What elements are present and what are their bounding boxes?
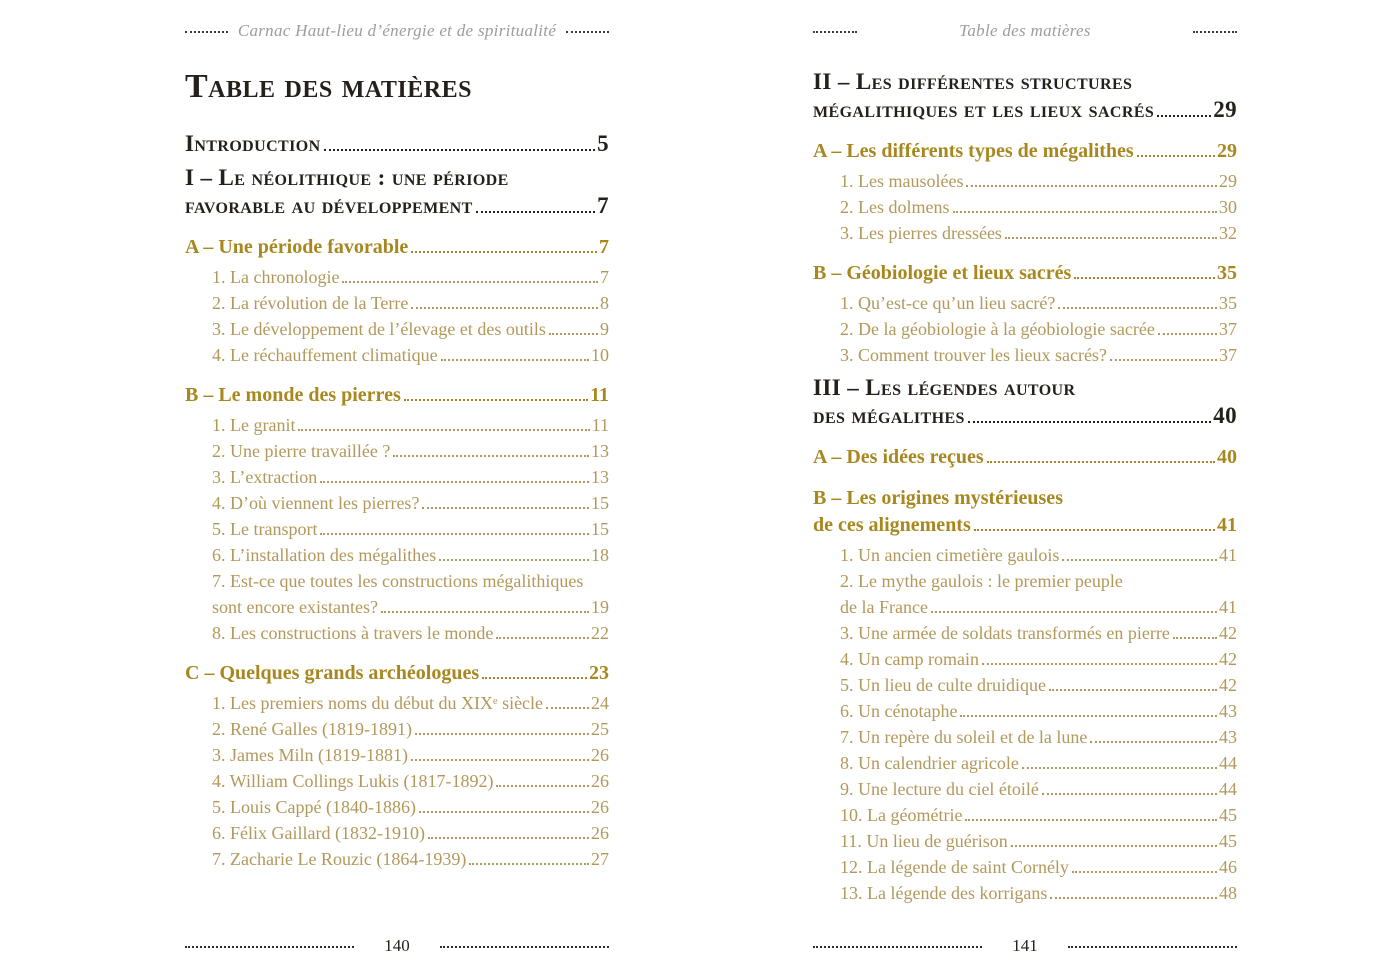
toc-entry [813,568,1237,620]
footer-ornament-dots-icon [1068,946,1237,948]
toc-entry [185,490,609,516]
toc-entry-page: 13 [591,467,609,487]
toc-entry-page: 26 [591,797,609,817]
dot-leader [381,611,589,613]
toc-entry-page: 43 [1219,701,1237,721]
toc-entry-page: 42 [1219,623,1237,643]
toc-entry-label: 1. Un ancien cimetière gaulois [840,545,1060,565]
dot-leader [968,421,1211,423]
toc-entry [185,620,609,646]
toc-entry-label: 5. Louis Cappé (1840-1886) [212,797,416,817]
toc-entry-label: 4. D’où viennent les pierres? [212,493,420,513]
toc-entry-line [212,594,609,620]
toc-entry [185,768,609,794]
toc-entry-label: 11. Un lieu de guérison [840,831,1008,851]
toc-entry-label: de ces alignements [813,514,971,536]
dot-leader [1137,155,1215,157]
toc-entry-label: 6. Félix Gaillard (1832-1910) [212,823,425,843]
toc-entry-label: 2. De la géobiologie à la géobiologie sacrée [840,319,1155,339]
toc-entry-page: 7 [597,193,609,218]
toc-entry-label: 7. Un repère du soleil et de la lune [840,727,1088,747]
toc-entry-line [813,260,1237,287]
page-header [185,20,609,42]
page-footer [185,936,609,956]
toc-entry [813,802,1237,828]
toc-entry-line [212,464,609,490]
toc-entry [185,716,609,742]
toc-entry-page: 40 [1213,403,1237,428]
toc-entry-line [212,264,609,290]
toc-entry [185,438,609,464]
toc-entry [813,828,1237,854]
toc-entry-label: 1. Les premiers noms du début du XIXᵉ siècle [212,693,544,713]
toc-entry-line [212,490,609,516]
toc-entry-page: 9 [600,319,609,339]
toc-entry-label: mégalithiques et les lieux sacrés [813,97,1155,122]
toc-entry-line [840,802,1237,828]
toc-entry-line [840,880,1237,906]
toc-entry-line [212,290,609,316]
dot-leader [482,677,587,679]
toc-entry-page: 29 [1213,97,1237,122]
toc-entry-line [212,794,609,820]
toc-entry [185,316,609,342]
toc-entry [813,698,1237,724]
toc-entry-line [840,828,1237,854]
toc-entry-page: 7 [599,236,609,258]
toc-entry-line [212,316,609,342]
dot-leader [982,663,1217,665]
toc-entry-label: B – Le monde des pierres [185,384,401,406]
toc-entry-page: 35 [1219,293,1237,313]
toc-entry-line [212,742,609,768]
toc-entry-label: de la France [840,597,928,617]
toc-entry-label: 7. Est-ce que toutes les constructions mégalithiques [212,571,584,591]
toc-entry-page: 26 [591,771,609,791]
toc-entry [813,854,1237,880]
toc-entry [185,382,609,409]
header-ornament-dots-icon [566,31,609,33]
toc-entry-line [813,444,1237,471]
dot-leader [987,461,1215,463]
toc-entry-label: 6. Un cénotaphe [840,701,958,721]
toc-entry-label: A – Une période favorable [185,236,409,258]
dot-leader [298,429,589,431]
footer-ornament-dots-icon [440,946,609,948]
toc-entry-line [212,768,609,794]
dot-leader [549,333,598,335]
toc-entry-page: 13 [591,441,609,461]
toc-entry-line [212,716,609,742]
toc-entry [813,444,1237,471]
dot-leader [320,533,589,535]
toc-entries [185,130,609,872]
dot-leader [1072,871,1217,873]
toc-entry-label: 2. Le mythe gaulois : le premier peuple [840,571,1123,591]
toc-entry-label: A – Les différents types de mégalithes [813,140,1134,162]
toc-entry-line [840,168,1237,194]
toc-entry [813,880,1237,906]
dot-leader [966,185,1217,187]
toc-entry [813,316,1237,342]
toc-entry-page: 19 [591,597,609,617]
dot-leader [1074,277,1215,279]
toc-entry-page: 23 [589,662,609,684]
toc-entry [185,542,609,568]
toc-entry-label: III – Les légendes autour [813,375,1076,400]
toc-entry [813,620,1237,646]
page-left [185,0,609,980]
toc-entry-label: 2. Les dolmens [840,197,950,217]
toc-entry-page: 27 [591,849,609,869]
toc-entry-line [840,542,1237,568]
toc-entry-page: 40 [1217,446,1237,468]
toc-entry-line [185,192,609,220]
toc-entry [813,194,1237,220]
dot-leader [422,507,589,509]
toc-entry [813,776,1237,802]
toc-entry-line [813,485,1237,512]
toc-entry [185,846,609,872]
toc-entry-page: 22 [591,623,609,643]
dot-leader [1062,559,1217,561]
toc-entry [185,234,609,261]
toc-entry-label: I – Le néolithique : une période [185,165,509,190]
footer-ornament-dots-icon [185,946,354,948]
toc-entry [813,290,1237,316]
header-ornament-dots-icon [185,31,228,33]
toc-entry [813,646,1237,672]
toc-entry-line [813,138,1237,165]
toc-entry-page: 25 [591,719,609,739]
toc-entry [185,290,609,316]
page-header [813,20,1237,42]
dot-leader [439,559,589,561]
toc-entry-line [813,374,1237,402]
toc-entry [813,750,1237,776]
dot-leader [342,281,598,283]
dot-leader [974,529,1215,531]
toc-entry-page: 26 [591,745,609,765]
toc-entry-line [212,690,609,716]
dot-leader [1050,897,1217,899]
toc-entry-label: B – Les origines mystérieuses [813,487,1063,509]
toc-entry-label: 4. Un camp romain [840,649,979,669]
toc-entry [813,342,1237,368]
header-ornament-dots-icon [813,31,857,33]
toc-entry-page: 26 [591,823,609,843]
toc-entry-line [212,342,609,368]
toc-entry-page: 41 [1217,514,1237,536]
page-number: 141 [1012,936,1038,955]
toc-entry-line [840,594,1237,620]
dot-leader [469,863,589,865]
dot-leader [931,611,1217,613]
toc-entry-label: 9. Une lecture du ciel étoilé [840,779,1039,799]
toc-entry-label: C – Quelques grands archéologues [185,662,480,684]
toc-entry-label: 8. Les constructions à travers le monde [212,623,494,643]
toc-entry-label: 5. Le transport [212,519,318,539]
toc-entry [185,568,609,620]
toc-entry [185,690,609,716]
toc-entry-page: 42 [1219,675,1237,695]
toc-entry [185,130,609,158]
toc-entry-line [840,316,1237,342]
header-ornament-dots-icon [1193,31,1237,33]
toc-entry-page: 30 [1219,197,1237,217]
page-footer [813,936,1237,956]
dot-leader [320,481,589,483]
toc-entry [813,168,1237,194]
toc-entry-line [212,846,609,872]
toc-entry-line [840,672,1237,698]
toc-entry-label: 7. Zacharie Le Rouzic (1864-1939) [212,849,467,869]
toc-entry-label: 1. La chronologie [212,267,340,287]
toc-entry [813,485,1237,539]
toc-entry-label: 3. L’extraction [212,467,318,487]
toc-entry [813,220,1237,246]
toc-entry-page: 45 [1219,831,1237,851]
toc-entry-line [185,382,609,409]
toc-entry [185,794,609,820]
toc-entry-page: 35 [1217,262,1237,284]
toc-entry-label: 8. Un calendrier agricole [840,753,1019,773]
toc-entry-line [212,438,609,464]
toc-entry-label: 3. Le développement de l’élevage et des outils [212,319,546,339]
toc-entry [813,138,1237,165]
dot-leader [1011,845,1217,847]
dot-leader [496,637,589,639]
toc-entry [185,742,609,768]
dot-leader [1042,793,1217,795]
toc-entry [185,264,609,290]
toc-entry-line [212,542,609,568]
toc-entry-label: 1. Qu’est-ce qu’un lieu sacré? [840,293,1056,313]
toc-entry [185,464,609,490]
toc-entry-label: 2. Une pierre travaillée ? [212,441,391,461]
toc-entry-page: 8 [600,293,609,313]
toc-entry-label: 3. James Miln (1819-1881) [212,745,408,765]
toc-entry-page: 32 [1219,223,1237,243]
toc-entry-line [840,342,1237,368]
page-right [813,0,1237,980]
toc-entry-line [840,698,1237,724]
toc-entry-page: 10 [591,345,609,365]
toc-entry-page: 44 [1219,753,1237,773]
toc-entry-page: 24 [591,693,609,713]
dot-leader [411,307,598,309]
toc-entry [185,516,609,542]
toc-entry-line [212,568,609,594]
toc-entry-line [840,290,1237,316]
dot-leader [1110,359,1217,361]
page-number: 140 [384,936,410,955]
toc-entry-line [840,646,1237,672]
toc-entry-label: A – Des idées reçues [813,446,984,468]
toc-entry-page: 45 [1219,805,1237,825]
toc-entry [185,660,609,687]
toc-entry-line [185,130,609,158]
dot-leader [546,707,589,709]
toc-entry-line [840,620,1237,646]
toc-entry-label: 4. William Collings Lukis (1817-1892) [212,771,494,791]
dot-leader [428,837,589,839]
toc-entry-line [840,854,1237,880]
toc-entry-line [840,568,1237,594]
toc-entry-page: 43 [1219,727,1237,747]
toc-entry-page: 15 [591,493,609,513]
dot-leader [419,811,589,813]
toc-entry-line [840,776,1237,802]
toc-entry-page: 29 [1219,171,1237,191]
toc-entry-page: 48 [1219,883,1237,903]
toc-entry-label: 3. Une armée de soldats transformés en pierre [840,623,1170,643]
running-title: Carnac Haut-lieu d’énergie et de spiritualité [237,21,557,40]
dot-leader [1090,741,1217,743]
toc-entry-label: 13. La légende des korrigans [840,883,1048,903]
dot-leader [1158,333,1217,335]
toc-entry-page: 5 [597,131,609,156]
toc-entry [813,672,1237,698]
dot-leader [1005,237,1217,239]
toc-entry-label: 4. Le réchauffement climatique [212,345,438,365]
toc-entry-label: II – Les différentes structures [813,69,1133,94]
toc-entry-line [813,96,1237,124]
dot-leader [411,251,597,253]
dot-leader [1049,689,1217,691]
toc-entry-line [212,412,609,438]
toc-entry-page: 41 [1219,545,1237,565]
dot-leader [415,733,589,735]
toc-entry-label: 2. René Galles (1819-1891) [212,719,412,739]
toc-entry [813,724,1237,750]
toc-entry-page: 37 [1219,345,1237,365]
dot-leader [960,715,1217,717]
toc-entry-label: 5. Un lieu de culte druidique [840,675,1046,695]
toc-page-title: Table des matières [185,68,472,105]
dot-leader [496,785,589,787]
toc-entry-line [185,164,609,192]
toc-entry-page: 7 [600,267,609,287]
toc-entry-line [212,620,609,646]
toc-entry-line [813,512,1237,539]
dot-leader [965,819,1217,821]
toc-entry-label: 10. La géométrie [840,805,963,825]
toc-entry-page: 42 [1219,649,1237,669]
toc-entry-line [813,68,1237,96]
dot-leader [324,149,596,151]
toc-entry [185,412,609,438]
toc-entry-page: 15 [591,519,609,539]
toc-entry-page: 46 [1219,857,1237,877]
toc-entry-label: 3. Les pierres dressées [840,223,1002,243]
toc-entry-page: 41 [1219,597,1237,617]
toc-entry-line [185,660,609,687]
toc-entry-label: Introduction [185,131,321,156]
toc-entry-page: 37 [1219,319,1237,339]
toc-entry-label: 3. Comment trouver les lieux sacrés? [840,345,1107,365]
toc-entry-label: 1. Le granit [212,415,296,435]
running-title: Table des matières [959,21,1091,40]
footer-ornament-dots-icon [813,946,982,948]
toc-entry-label: 1. Les mausolées [840,171,964,191]
toc-entry-label: 2. La révolution de la Terre [212,293,409,313]
dot-leader [404,399,588,401]
toc-entry-line [840,220,1237,246]
toc-entry-page: 11 [590,384,609,406]
dot-leader [476,211,595,213]
dot-leader [441,359,589,361]
toc-entry [185,820,609,846]
toc-entry-label: des mégalithes [813,403,965,428]
toc-entry-line [212,516,609,542]
toc-entry-line [840,750,1237,776]
toc-entry-line [840,194,1237,220]
toc-entry-line [212,820,609,846]
toc-entry-line [813,402,1237,430]
toc-entry-line [840,724,1237,750]
toc-entry-label: favorable au développement [185,193,473,218]
toc-entry-line [185,234,609,261]
toc-entry [185,342,609,368]
dot-leader [953,211,1218,213]
toc-entry [813,68,1237,124]
toc-entry-page: 18 [591,545,609,565]
toc-entry [185,164,609,220]
toc-entry [813,542,1237,568]
toc-entry-page: 44 [1219,779,1237,799]
toc-entries [813,68,1237,906]
toc-entry-label: 6. L’installation des mégalithes [212,545,437,565]
dot-leader [393,455,589,457]
toc-entry-label: B – Géobiologie et lieux sacrés [813,262,1072,284]
toc-entry [813,374,1237,430]
toc-entry-label: 12. La légende de saint Cornély [840,857,1069,877]
toc-entry [813,260,1237,287]
toc-entry-page: 29 [1217,140,1237,162]
toc-entry-label: sont encore existantes? [212,597,378,617]
dot-leader [1022,767,1217,769]
dot-leader [1173,637,1217,639]
dot-leader [411,759,589,761]
dot-leader [1157,115,1211,117]
toc-entry-page: 11 [591,415,609,435]
dot-leader [1058,307,1217,309]
